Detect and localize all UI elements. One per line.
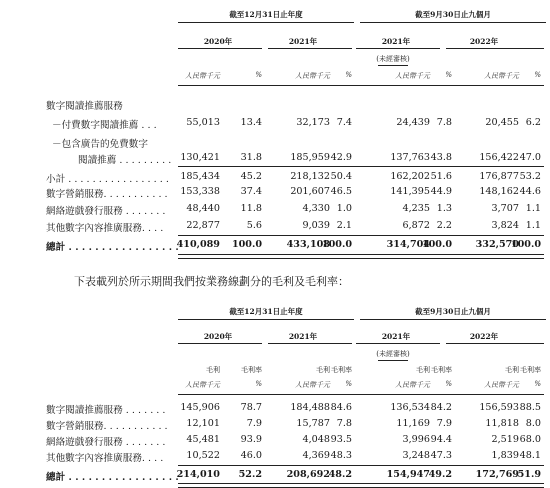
table2-year-rule <box>178 343 262 344</box>
table2-col-header: 毛利率 <box>520 366 541 374</box>
table2-cell: 49.2 <box>428 469 452 480</box>
table1-period-rule <box>178 22 354 23</box>
table1-cell: 156,422 <box>479 152 519 163</box>
table1-cell: 7.4 <box>336 117 352 128</box>
table2-col-header: 毛利率 <box>241 366 262 374</box>
table1-year-rule <box>356 48 440 49</box>
table1-row-label: 小計 . . . . . . . . . . . . . . . . . <box>46 174 169 185</box>
table1-unit-label: 人民幣千元 <box>395 72 430 80</box>
table1-header-rule <box>178 85 544 86</box>
table2-period-rule <box>178 319 354 320</box>
table1-year-header: 2020年 <box>203 37 233 46</box>
table1-unit-label: % <box>255 71 262 79</box>
table1-cell: 1.3 <box>436 203 452 214</box>
table2-cell: 154,947 <box>386 469 430 480</box>
table1-year-header: 2021年 <box>381 37 411 46</box>
table2-cell: 46.0 <box>240 450 262 461</box>
table2-cell: 7.9 <box>436 418 452 429</box>
table1-cell: 100.0 <box>231 239 262 250</box>
table1-cell: 100.0 <box>510 239 541 250</box>
table1-cell: 6,872 <box>402 220 430 231</box>
table2-cell: 11,169 <box>396 418 430 429</box>
table1-unit-label: % <box>445 71 452 79</box>
table2-year-rule <box>268 343 352 344</box>
table1-cell: 1.1 <box>525 203 541 214</box>
table1-unit-label: 人民幣千元 <box>185 72 220 80</box>
table2-row-label: 其他數字內容推廣服務. . . . <box>46 453 164 464</box>
table1-row-label: 總計 . . . . . . . . . . . . . . . . . <box>46 242 179 253</box>
table2-col-header: 毛利率 <box>431 366 452 374</box>
table2-year-header: 2020年 <box>203 332 233 341</box>
table2-year-header: 2021年 <box>288 332 318 341</box>
table1-cell: 162,202 <box>390 171 430 182</box>
table2-cell: 156,593 <box>479 402 519 413</box>
table1-cell: 137,763 <box>390 152 430 163</box>
table1-row-label: 數字營銷服務. . . . . . . . . . . <box>46 189 168 200</box>
table2-cell: 93.5 <box>330 434 352 445</box>
table2-cell: 84.6 <box>330 402 352 413</box>
table1-cell: 11.8 <box>240 203 262 214</box>
table2-cell: 51.9 <box>517 469 541 480</box>
table2-col-header: 毛利率 <box>331 366 352 374</box>
table2-cell: 52.2 <box>238 469 262 480</box>
table1-cell: 3,707 <box>491 203 519 214</box>
table2-col-header: 毛利 <box>505 366 519 374</box>
table1-cell: 2.1 <box>336 220 352 231</box>
table2-cell: 3,248 <box>402 450 430 461</box>
table2-row-label: 總計 . . . . . . . . . . . . . . . . . <box>46 472 179 483</box>
table2-cell: 7.8 <box>336 418 352 429</box>
table1-cell: 433,108 <box>286 239 330 250</box>
table2-cell: 48.2 <box>328 469 352 480</box>
table1-cell: 48,440 <box>186 203 220 214</box>
table1-cell: 185,434 <box>180 171 220 182</box>
table2-col-header: 毛利 <box>206 366 220 374</box>
table2-cell: 47.3 <box>430 450 452 461</box>
table1-cell: 100.0 <box>421 239 452 250</box>
table1-cell: 185,959 <box>290 152 330 163</box>
table2-unit-label: % <box>534 380 541 388</box>
table2-cell: 136,534 <box>390 402 430 413</box>
table2-unit-label: 人民幣千元 <box>295 381 330 389</box>
table2-unaudited-rule <box>378 360 408 361</box>
table1-cell: 46.5 <box>330 186 352 197</box>
table2-unit-label: 人民幣千元 <box>484 381 519 389</box>
table2-cell: 3,996 <box>402 434 430 445</box>
table2-row-label: 數字營銷服務. . . . . . . . . . . <box>46 421 168 432</box>
table1-cell: 47.0 <box>519 152 541 163</box>
table2-cell: 15,787 <box>296 418 330 429</box>
table1-cell: 5.6 <box>246 220 262 231</box>
table2-cell: 68.0 <box>519 434 541 445</box>
table1-cell: 50.4 <box>330 171 352 182</box>
table1-cell: 176,877 <box>479 171 519 182</box>
table1-cell: 332,570 <box>475 239 519 250</box>
table1-cell: 55,013 <box>186 117 220 128</box>
table1-cell: 44.9 <box>430 186 452 197</box>
table2-col-header: 毛利 <box>316 366 330 374</box>
table1-unit-label: 人民幣千元 <box>295 72 330 80</box>
table1-cell: 22,877 <box>186 220 220 231</box>
table1-cell: 32,173 <box>296 117 330 128</box>
table1-cell: 13.4 <box>240 117 262 128</box>
table1-row-label: 數字閱讀推薦服務 <box>46 101 123 112</box>
table2-cell: 7.9 <box>246 418 262 429</box>
table2-cell: 214,010 <box>176 469 220 480</box>
table1-cell: 2.2 <box>436 220 452 231</box>
table1-cell: 3,824 <box>491 220 519 231</box>
table1-year-rule <box>446 48 544 49</box>
table2-total-rule-top <box>178 465 544 466</box>
table1-cell: 53.2 <box>519 171 541 182</box>
table2-cell: 93.9 <box>240 434 262 445</box>
table1-period-rule <box>360 22 546 23</box>
table1-row-label: －包含廣告的免費數字 <box>52 139 148 150</box>
table1-cell: 43.8 <box>430 152 452 163</box>
table1-unit-label: 人民幣千元 <box>484 72 519 80</box>
table1-total-rule-bottom <box>178 254 544 259</box>
table1-row-label: 閱讀推薦 . . . . . . . . . <box>78 155 172 166</box>
table1-year-header: 2021年 <box>288 37 318 46</box>
table1-unaudited-rule <box>378 65 408 66</box>
table1-row-label: －付費數字閱讀推薦 . . . <box>52 120 157 131</box>
table1-cell: 153,338 <box>180 186 220 197</box>
table1-cell: 4,235 <box>402 203 430 214</box>
table1-total-rule-top <box>178 235 544 236</box>
table1-cell: 9,039 <box>302 220 330 231</box>
table2-unaudited-note: (未經審核) <box>376 350 410 358</box>
table2-cell: 4,048 <box>302 434 330 445</box>
table2-cell: 11,818 <box>485 418 519 429</box>
table2-cell: 12,101 <box>186 418 220 429</box>
table1-unaudited-note: (未經審核) <box>376 55 410 63</box>
table1-year-header: 2022年 <box>469 37 499 46</box>
table1-cell: 218,132 <box>290 171 330 182</box>
table2-cell: 94.4 <box>430 434 452 445</box>
table1-cell: 410,089 <box>176 239 220 250</box>
table1-cell: 201,607 <box>290 186 330 197</box>
table1-period-header: 截至9月30日止九個月 <box>415 10 491 19</box>
table1-row-label: 其他數字內容推廣服務. . . . <box>46 223 164 234</box>
intro-paragraph: 下表載列於所示期間我們按業務線劃分的毛利及毛利率： <box>74 275 349 288</box>
table2-cell: 172,769 <box>475 469 519 480</box>
table2-row-label: 網絡遊戲發行服務 . . . . . . . <box>46 437 166 448</box>
table2-cell: 84.2 <box>430 402 452 413</box>
table2-period-header: 截至9月30日止九個月 <box>415 307 491 316</box>
table2-year-rule <box>356 343 440 344</box>
table1-unit-label: % <box>534 71 541 79</box>
table2-cell: 48.3 <box>330 450 352 461</box>
table1-cell: 1.0 <box>336 203 352 214</box>
table1-cell: 31.8 <box>240 152 262 163</box>
table1-cell: 100.0 <box>321 239 352 250</box>
table1-row-label: 網絡遊戲發行服務 . . . . . . . <box>46 206 166 217</box>
table1-subtotal-rule <box>178 166 544 167</box>
table1-cell: 24,439 <box>396 117 430 128</box>
table1-cell: 42.9 <box>330 152 352 163</box>
table2-unit-label: % <box>255 380 262 388</box>
table1-cell: 45.2 <box>240 171 262 182</box>
table1-cell: 130,421 <box>180 152 220 163</box>
table1-cell: 44.6 <box>519 186 541 197</box>
table1-cell: 141,395 <box>390 186 430 197</box>
table1-cell: 6.2 <box>525 117 541 128</box>
table1-cell: 314,704 <box>386 239 430 250</box>
table2-header-rule <box>178 394 544 395</box>
table2-cell: 78.7 <box>240 402 262 413</box>
table2-cell: 45,481 <box>186 434 220 445</box>
table2-cell: 4,369 <box>302 450 330 461</box>
table2-cell: 2,519 <box>491 434 519 445</box>
table2-col-header: 毛利 <box>416 366 430 374</box>
table1-cell: 4,330 <box>302 203 330 214</box>
table2-cell: 88.5 <box>519 402 541 413</box>
table2-cell: 10,522 <box>186 450 220 461</box>
table2-cell: 8.0 <box>525 418 541 429</box>
table2-unit-label: 人民幣千元 <box>395 381 430 389</box>
table1-cell: 7.8 <box>436 117 452 128</box>
table2-row-label: 數字閱讀推薦服務 . . . . . . . <box>46 405 166 416</box>
table2-cell: 1,839 <box>491 450 519 461</box>
table1-unit-label: % <box>345 71 352 79</box>
table2-year-rule <box>446 343 544 344</box>
table2-period-header: 截至12月31日止年度 <box>229 307 303 316</box>
table2-unit-label: % <box>345 380 352 388</box>
table1-cell: 37.4 <box>240 186 262 197</box>
table2-cell: 184,488 <box>290 402 330 413</box>
table1-cell: 1.1 <box>525 220 541 231</box>
table2-cell: 145,906 <box>180 402 220 413</box>
table2-period-rule <box>360 319 546 320</box>
table2-unit-label: % <box>445 380 452 388</box>
table1-year-rule <box>178 48 262 49</box>
table2-cell: 208,692 <box>286 469 330 480</box>
table1-period-header: 截至12月31日止年度 <box>229 10 303 19</box>
table2-year-header: 2022年 <box>469 332 499 341</box>
table2-year-header: 2021年 <box>381 332 411 341</box>
table1-cell: 20,455 <box>485 117 519 128</box>
table2-unit-label: 人民幣千元 <box>185 381 220 389</box>
table1-year-rule <box>268 48 352 49</box>
table1-cell: 148,162 <box>479 186 519 197</box>
table1-cell: 51.6 <box>430 171 452 182</box>
table2-cell: 48.1 <box>519 450 541 461</box>
